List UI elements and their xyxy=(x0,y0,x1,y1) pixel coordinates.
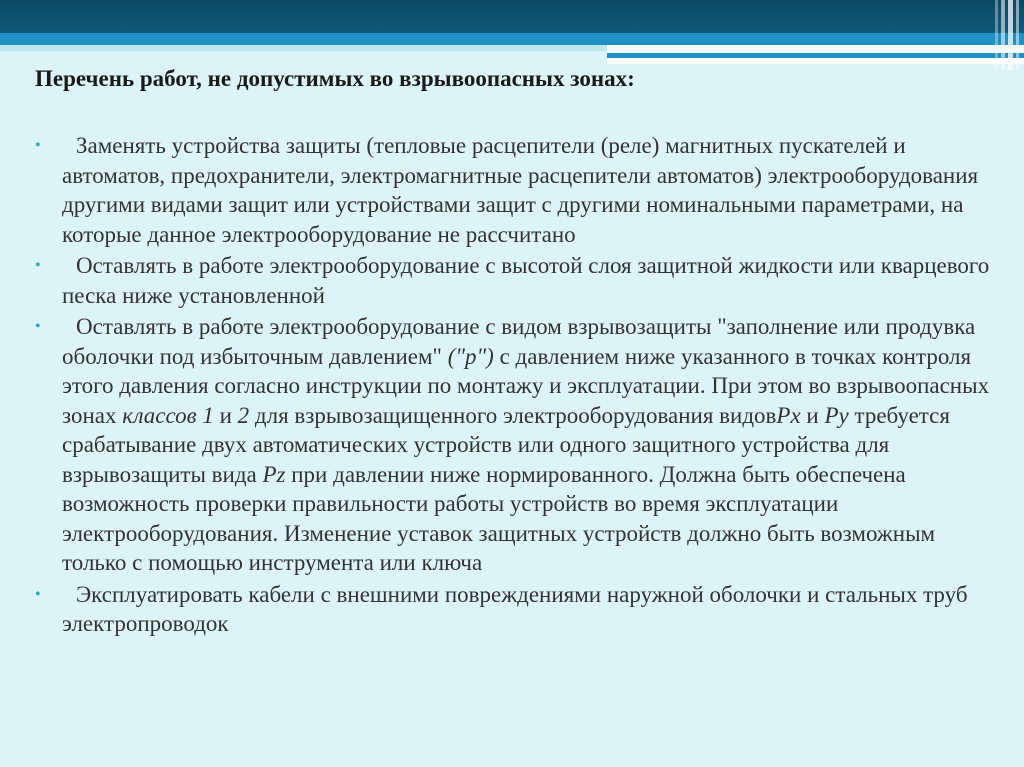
list-item xyxy=(35,580,995,639)
bullet-icon: • xyxy=(35,318,41,335)
term-p: ("p") xyxy=(447,343,494,369)
header-band-dark xyxy=(0,0,1024,33)
bullet-list xyxy=(35,131,995,641)
list-item-text: Оставлять в работе электрооборудование с высотой слоя защитной жидкости или кварцевого песка ниже установленной xyxy=(62,253,990,308)
term-px: Px xyxy=(776,402,801,428)
header-band-accent xyxy=(0,33,1024,45)
list-item-text: Заменять устройства защиты (тепловые расцепители (реле) магнитных пускателей и автоматов, предохранители, электромагнитные расцепители автоматов) электрооборудования другими видами защит или устройствами защит с другими номинальными параметрами, на которые данное электрооборудование не рассчитано xyxy=(62,133,979,247)
bullet-icon: • xyxy=(35,585,41,603)
zone-class-2: 2 xyxy=(237,402,250,428)
list-item-text: Эксплуатировать кабели с внешними повреждениями наружной оболочки и стальных труб электропроводок xyxy=(62,581,968,636)
bullet-icon: • xyxy=(35,257,41,274)
slide-title: Перечень работ, не допустимых во взрывоопасных зонах: xyxy=(35,66,635,91)
list-item xyxy=(35,131,995,249)
term-pz: Pz xyxy=(262,461,286,487)
header-vertical-bar xyxy=(1001,0,1005,70)
list-item-text: Оставлять в работе электрооборудование с видом взрывозащиты "заполнение или продувка оболочки под избыточным давлением" ("p") с давлением ниже указанного в точках контроля этого давления согласно инструкции по монтажу и эксплуатации. При этом во взрывоопасных зонах классов 1 и 2 для взрывозащищенного электрооборудования видовPx и Py требуется срабатывание двух автоматических устройств или одного защитного устройства для взрывозащиты вида Pz при давлении ниже нормированного. Должна быть обеспечена возможность проверки правильности работы устройств во время эксплуатации электрооборудования. Изменение уставок защитных устройств должно быть возможным только с помощью инструмента или ключа xyxy=(62,314,990,575)
zone-class-1: классов 1 xyxy=(122,402,214,428)
header-vertical-bar xyxy=(995,0,998,70)
header-vertical-bar xyxy=(1008,0,1013,70)
header-stripe-white xyxy=(607,45,1024,53)
term-py: Py xyxy=(824,402,849,428)
header-stripe-white-2 xyxy=(607,58,1024,64)
header-vertical-bar xyxy=(1016,0,1019,70)
list-item xyxy=(35,312,995,578)
bullet-icon: • xyxy=(35,137,41,154)
list-item xyxy=(35,251,995,310)
